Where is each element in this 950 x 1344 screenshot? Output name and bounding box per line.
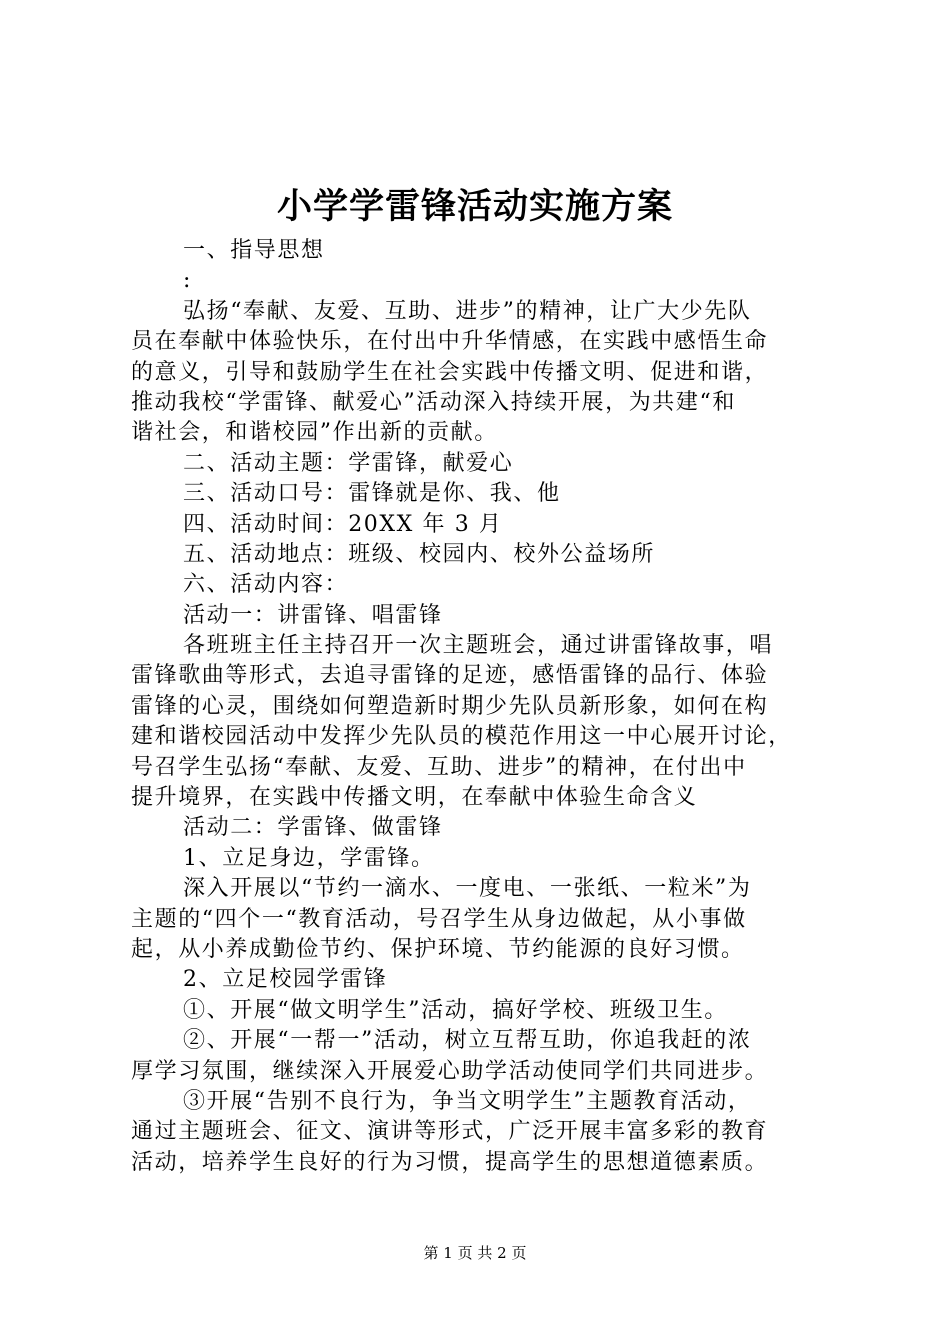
activity-location-line: 五、活动地点：班级、校园内、校外公益场所	[183, 541, 656, 567]
paragraph-line: 厚学习氛围，继续深入开展爱心助学活动使同学们共同进步。	[131, 1058, 769, 1084]
paragraph-line: 谐社会，和谐校园”作出新的贡献。	[131, 420, 498, 446]
paragraph-line: 的意义，引导和鼓励学生在社会实践中传播文明、促进和谐，	[131, 359, 769, 385]
paragraph-line: 推动我校“学雷锋、献爱心”活动深入持续开展，为共建“和	[131, 389, 736, 415]
paragraph-line: 活动，培养学生良好的行为习惯，提高学生的思想道德素质。	[131, 1149, 769, 1175]
page-title: 小学学雷锋活动实施方案	[276, 186, 673, 227]
paragraph-line: 主题的“四个一“教育活动，号召学生从身边做起，从小事做	[131, 906, 747, 932]
activity-content-heading: 六、活动内容：	[183, 572, 349, 598]
paragraph-line: 各班班主任主持召开一次主题班会，通过讲雷锋故事，唱	[183, 633, 774, 659]
page-number-footer: 第 1 页 共 2 页	[423, 1244, 527, 1262]
activity-two-heading: 活动二：学雷锋、做雷锋	[183, 815, 443, 841]
paragraph-line: 号召学生弘扬“奉献、友爱、互助、进步”的精神，在付出中	[131, 754, 747, 780]
paragraph-line: 深入开展以“节约一滴水、一度电、一张纸、一粒米”为	[183, 876, 752, 902]
list-item: ②、开展“一帮一”活动，树立互帮互助，你追我赶的浓	[183, 1028, 752, 1054]
paragraph-line: 雷锋的心灵，围绕如何塑造新时期少先队员新形象，如何在构	[131, 693, 769, 719]
paragraph-line: 建和谐校园活动中发挥少先队员的模范作用这一中心展开讨论，	[131, 724, 792, 750]
subsection-heading: 2、立足校园学雷锋	[183, 967, 388, 993]
paragraph-line: 起，从小养成勤俭节约、保护环境、节约能源的良好习惯。	[131, 936, 745, 962]
list-item: ③开展“告别不良行为，争当文明学生”主题教育活动，	[183, 1088, 752, 1114]
paragraph-line: 弘扬“奉献、友爱、互助、进步”的精神，让广大少先队	[183, 298, 752, 324]
activity-time-line: 四、活动时间：20XX 年 3 月	[183, 511, 503, 537]
section-heading-guiding-ideology: 一、指导思想	[183, 238, 325, 263]
activity-one-heading: 活动一：讲雷锋、唱雷锋	[183, 602, 443, 628]
document-body	[131, 236, 831, 1178]
subsection-heading: 1、立足身边，学雷锋。	[183, 845, 435, 871]
colon-line: :	[183, 268, 193, 294]
paragraph-line: 通过主题班会、征文、演讲等形式，广泛开展丰富多彩的教育	[131, 1119, 769, 1145]
paragraph-line: 员在奉献中体验快乐，在付出中升华情感，在实践中感悟生命	[131, 329, 769, 355]
activity-theme-line: 二、活动主题：学雷锋，献爱心	[183, 450, 514, 476]
paragraph-line: 提升境界，在实践中传播文明，在奉献中体验生命含义	[131, 785, 698, 811]
paragraph-line: 雷锋歌曲等形式，去追寻雷锋的足迹，感悟雷锋的品行、体验	[131, 663, 769, 689]
list-item: ①、开展“做文明学生”活动，搞好学校、班级卫生。	[183, 997, 728, 1023]
activity-slogan-line: 三、活动口号：雷锋就是你、我、他	[183, 481, 561, 507]
